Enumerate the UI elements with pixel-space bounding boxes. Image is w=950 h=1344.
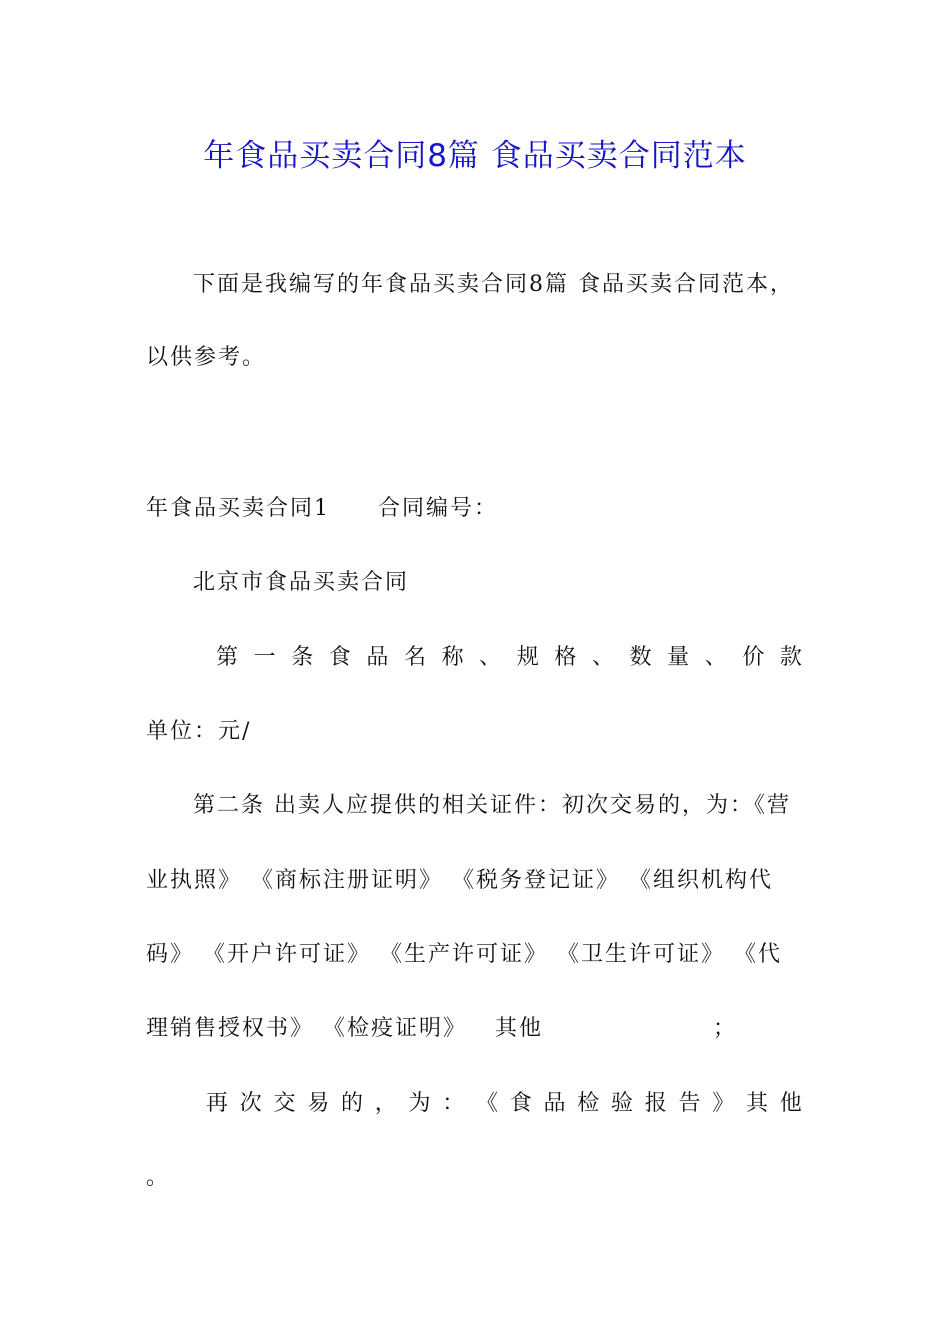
article-2-semicolon: ； — [713, 1016, 738, 1041]
article-2-line-2: 业执照》 《商标注册证明》 《税务登记证》 《组织机构代 — [146, 868, 773, 893]
article-2-line-1: 第二条 出卖人应提供的相关证件：初次交易的，为：《营 — [193, 793, 791, 818]
article-3-line-1 — [146, 1089, 804, 1119]
article-3-line-2: 。 — [146, 1165, 171, 1190]
article3-char: 次 — [239, 1091, 264, 1116]
article1-char: 第 — [216, 645, 241, 670]
article3-char: 《 — [476, 1091, 501, 1116]
article-2-other-label: 其他 — [495, 1016, 544, 1041]
article1-char: 称 — [441, 645, 466, 670]
article1-char: 食 — [328, 645, 353, 670]
article1-char: 款 — [779, 645, 804, 670]
article-2-line-3: 码》 《开户许可证》 《生产许可证》 《卫生许可证》 《代 — [146, 942, 782, 967]
article-1-line-2: 单位：元/ — [146, 719, 252, 744]
article1-char: 规 — [516, 645, 541, 670]
article1-char: 品 — [366, 645, 391, 670]
article3-char: 的 — [341, 1091, 366, 1116]
article3-char: 》 — [712, 1091, 737, 1116]
contract-name: 北京市食品买卖合同 — [193, 570, 410, 595]
article1-char: 数 — [629, 645, 654, 670]
article3-char: 报 — [644, 1091, 669, 1116]
article1-char: 、 — [704, 645, 729, 670]
article3-char: 验 — [611, 1091, 636, 1116]
intro-line-1: 下面是我编写的年食品买卖合同8篇 食品买卖合同范本， — [193, 272, 794, 297]
article3-char: 告 — [678, 1091, 703, 1116]
article1-char: 量 — [667, 645, 692, 670]
article3-char: 为 — [408, 1091, 433, 1116]
article1-char: 格 — [554, 645, 579, 670]
contract-number-label: 合同编号： — [378, 496, 499, 521]
article3-char: 食 — [509, 1091, 534, 1116]
article1-char: 条 — [291, 645, 316, 670]
contract-heading-line — [146, 494, 498, 524]
article3-char: 品 — [543, 1091, 568, 1116]
article1-char: 价 — [742, 645, 767, 670]
article3-char: 再 — [206, 1091, 231, 1116]
article3-char: 其 — [746, 1091, 771, 1116]
intro-line-2: 以供参考。 — [146, 345, 267, 370]
article1-char: 名 — [403, 645, 428, 670]
document-title: 年食品买卖合同8篇 食品买卖合同范本 — [203, 138, 747, 174]
article3-char: ： — [442, 1091, 467, 1116]
article-2-line-4 — [146, 1014, 737, 1044]
article3-char: 易 — [307, 1091, 332, 1116]
contract-heading: 年食品买卖合同1 — [146, 496, 330, 521]
article3-char: ， — [374, 1091, 399, 1116]
article1-char: 、 — [479, 645, 504, 670]
article3-char: 他 — [779, 1091, 804, 1116]
article3-char: 交 — [273, 1091, 298, 1116]
article3-char: 检 — [577, 1091, 602, 1116]
article1-char: 、 — [591, 645, 616, 670]
article-2-line-4-docs: 理销售授权书》 《检疫证明》 — [146, 1016, 467, 1041]
article1-char: 一 — [253, 645, 278, 670]
article-1-line-1 — [146, 643, 804, 673]
